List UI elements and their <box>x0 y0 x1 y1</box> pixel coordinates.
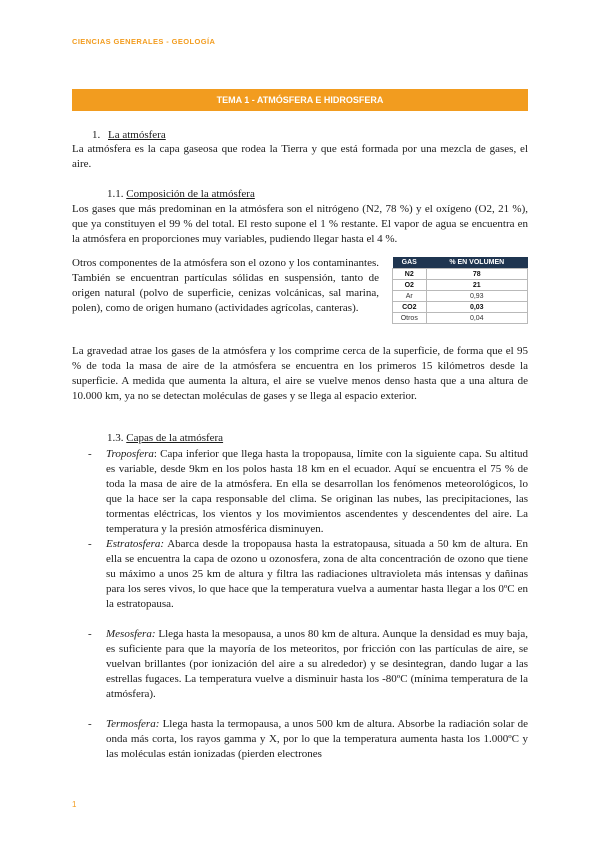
volume-cell: 0,04 <box>426 313 527 324</box>
running-header: CIENCIAS GENERALES - GEOLOGÍA <box>72 37 216 46</box>
volume-cell: 0,93 <box>426 291 527 302</box>
layer-description: : Capa inferior que llega hasta la tropopausa, límite con la siguiente capa. Su altitud es variable, desde 9km en los polos hasta 18 km en el ecuador. Aquí se encuentra el 75 % de toda la masa de aire de la atmósfera. En ella se desarrollan los fenómenos meteorológicos, lo que la hace ser la capa responsable del clima. Se originan las nubes, las precipitaciones, las tormentas eléctricas, los vientos y los movimientos ascendentes y descendentes del aire. La temperatura y la presión atmosférica disminuyen. <box>106 448 528 535</box>
list-item-mesosfera <box>88 627 528 702</box>
layer-description: Llega hasta la mesopausa, a unos 80 km de altura. Aunque la densidad es muy baja, es suficiente para que la mayoría de los meteoritos, por fricción con las partículas de aire, se vuelvan brillantes (por ionización del aire a su alrededor) y se desintegran, dando lugar a las estrellas fugaces. La temperatura vuelve a disminuir hasta los -80ºC (mínima temperatura de la atmósfera). <box>106 628 528 700</box>
intro-paragraph: La atmósfera es la capa gaseosa que rodea la Tierra y que está formada por una mezcla de gases, el aire. <box>72 143 528 170</box>
table-row <box>393 291 528 302</box>
components-paragraph: Otros componentes de la atmósfera son el ozono y los contaminantes. También se encuentran partículas sólidas en suspensión, tanto de origen natural (polvo de superficie, cenizas volcánicas, sal marina, polen), como de origen humano (actividades agrícolas, canteras). <box>72 257 379 314</box>
table-row <box>393 302 528 313</box>
list-bullet: - <box>88 718 92 730</box>
layer-name: Termosfera: <box>106 718 160 730</box>
section-heading-1 <box>92 128 166 143</box>
section-title: La atmósfera <box>108 129 166 141</box>
gravity-paragraph: La gravedad atrae los gases de la atmósfera y los comprime cerca de la superficie, de forma que el 95 % de toda la masa de aire de la atmósfera se encuentra en los primeros 15 kilómetros desde la superficie. A medida que aumenta la altura, el aire se vuelve menos denso hasta que a una altura de 10.000 km, ya no se detectan moléculas de gases y se llega al espacio exterior. <box>72 345 528 402</box>
gas-cell: Ar <box>393 291 427 302</box>
chapter-banner: TEMA 1 - ATMÓSFERA E HIDROSFERA <box>72 89 528 111</box>
subsection-heading-1-1 <box>107 187 255 202</box>
gas-cell: Otros <box>393 313 427 324</box>
gas-composition-table <box>392 257 528 324</box>
composition-paragraph: Los gases que más predominan en la atmósfera son el nitrógeno (N2, 78 %) y el oxígeno (O2, 21 %), que ya constituyen el 99 % del total. El resto supone el 1 % restante. El vapor de agua se encuentra en la atmósfera en proporciones muy variables, pudiendo llegar hasta el 4 %. <box>72 203 528 245</box>
subsection-number: 1.3. <box>107 432 124 444</box>
gas-cell: CO2 <box>393 302 427 313</box>
gas-cell: N2 <box>393 269 427 280</box>
volume-cell: 78 <box>426 269 527 280</box>
layer-description: Abarca desde la tropopausa hasta la estratopausa, situada a 50 km de altura. En ella se encuentra la capa de ozono u ozonosfera, zona de alta concentración de ozono que tiene su máximo a unos 25 km de altura y filtra las radiaciones ultravioleta más intensas y dañinas para los seres vivos, lo que hace que la temperatura vuelva a aumentar hasta llegar a los 0ºC en la estratopausa. <box>106 538 528 610</box>
subsection-title: Capas de la atmósfera <box>126 432 224 444</box>
list-bullet: - <box>88 538 92 550</box>
list-item-troposfera <box>88 447 528 537</box>
list-bullet: - <box>88 448 92 460</box>
table-row <box>393 280 528 291</box>
layer-name: Mesosfera: <box>106 628 156 640</box>
table-header-row <box>393 257 528 269</box>
atmosphere-layers-list <box>88 447 528 762</box>
list-item-estratosfera <box>88 537 528 612</box>
subsection-heading-1-3 <box>107 431 223 446</box>
list-bullet: - <box>88 628 92 640</box>
subsection-title: Composición de la atmósfera <box>126 188 255 200</box>
table-row <box>393 269 528 280</box>
gas-cell: O2 <box>393 280 427 291</box>
volume-cell: 0,03 <box>426 302 527 313</box>
layer-name: Troposfera <box>106 448 154 460</box>
subsection-number: 1.1. <box>107 188 124 200</box>
volume-cell: 21 <box>426 280 527 291</box>
table-row <box>393 313 528 324</box>
layer-description: Llega hasta la termopausa, a unos 500 km de altura. Absorbe la radiación solar de onda más corta, los rayos gamma y X, por lo que la temperatura aumenta hasta los 1.000ºC y las moléculas están ionizadas (pierden electrones <box>106 718 528 760</box>
column-header-volume: % EN VOLUMEN <box>426 257 527 269</box>
page-number: 1 <box>72 800 77 809</box>
layer-name: Estratosfera: <box>106 538 165 550</box>
list-item-termosfera <box>88 717 528 762</box>
column-header-gas: GAS <box>393 257 427 269</box>
section-number: 1. <box>92 129 101 141</box>
